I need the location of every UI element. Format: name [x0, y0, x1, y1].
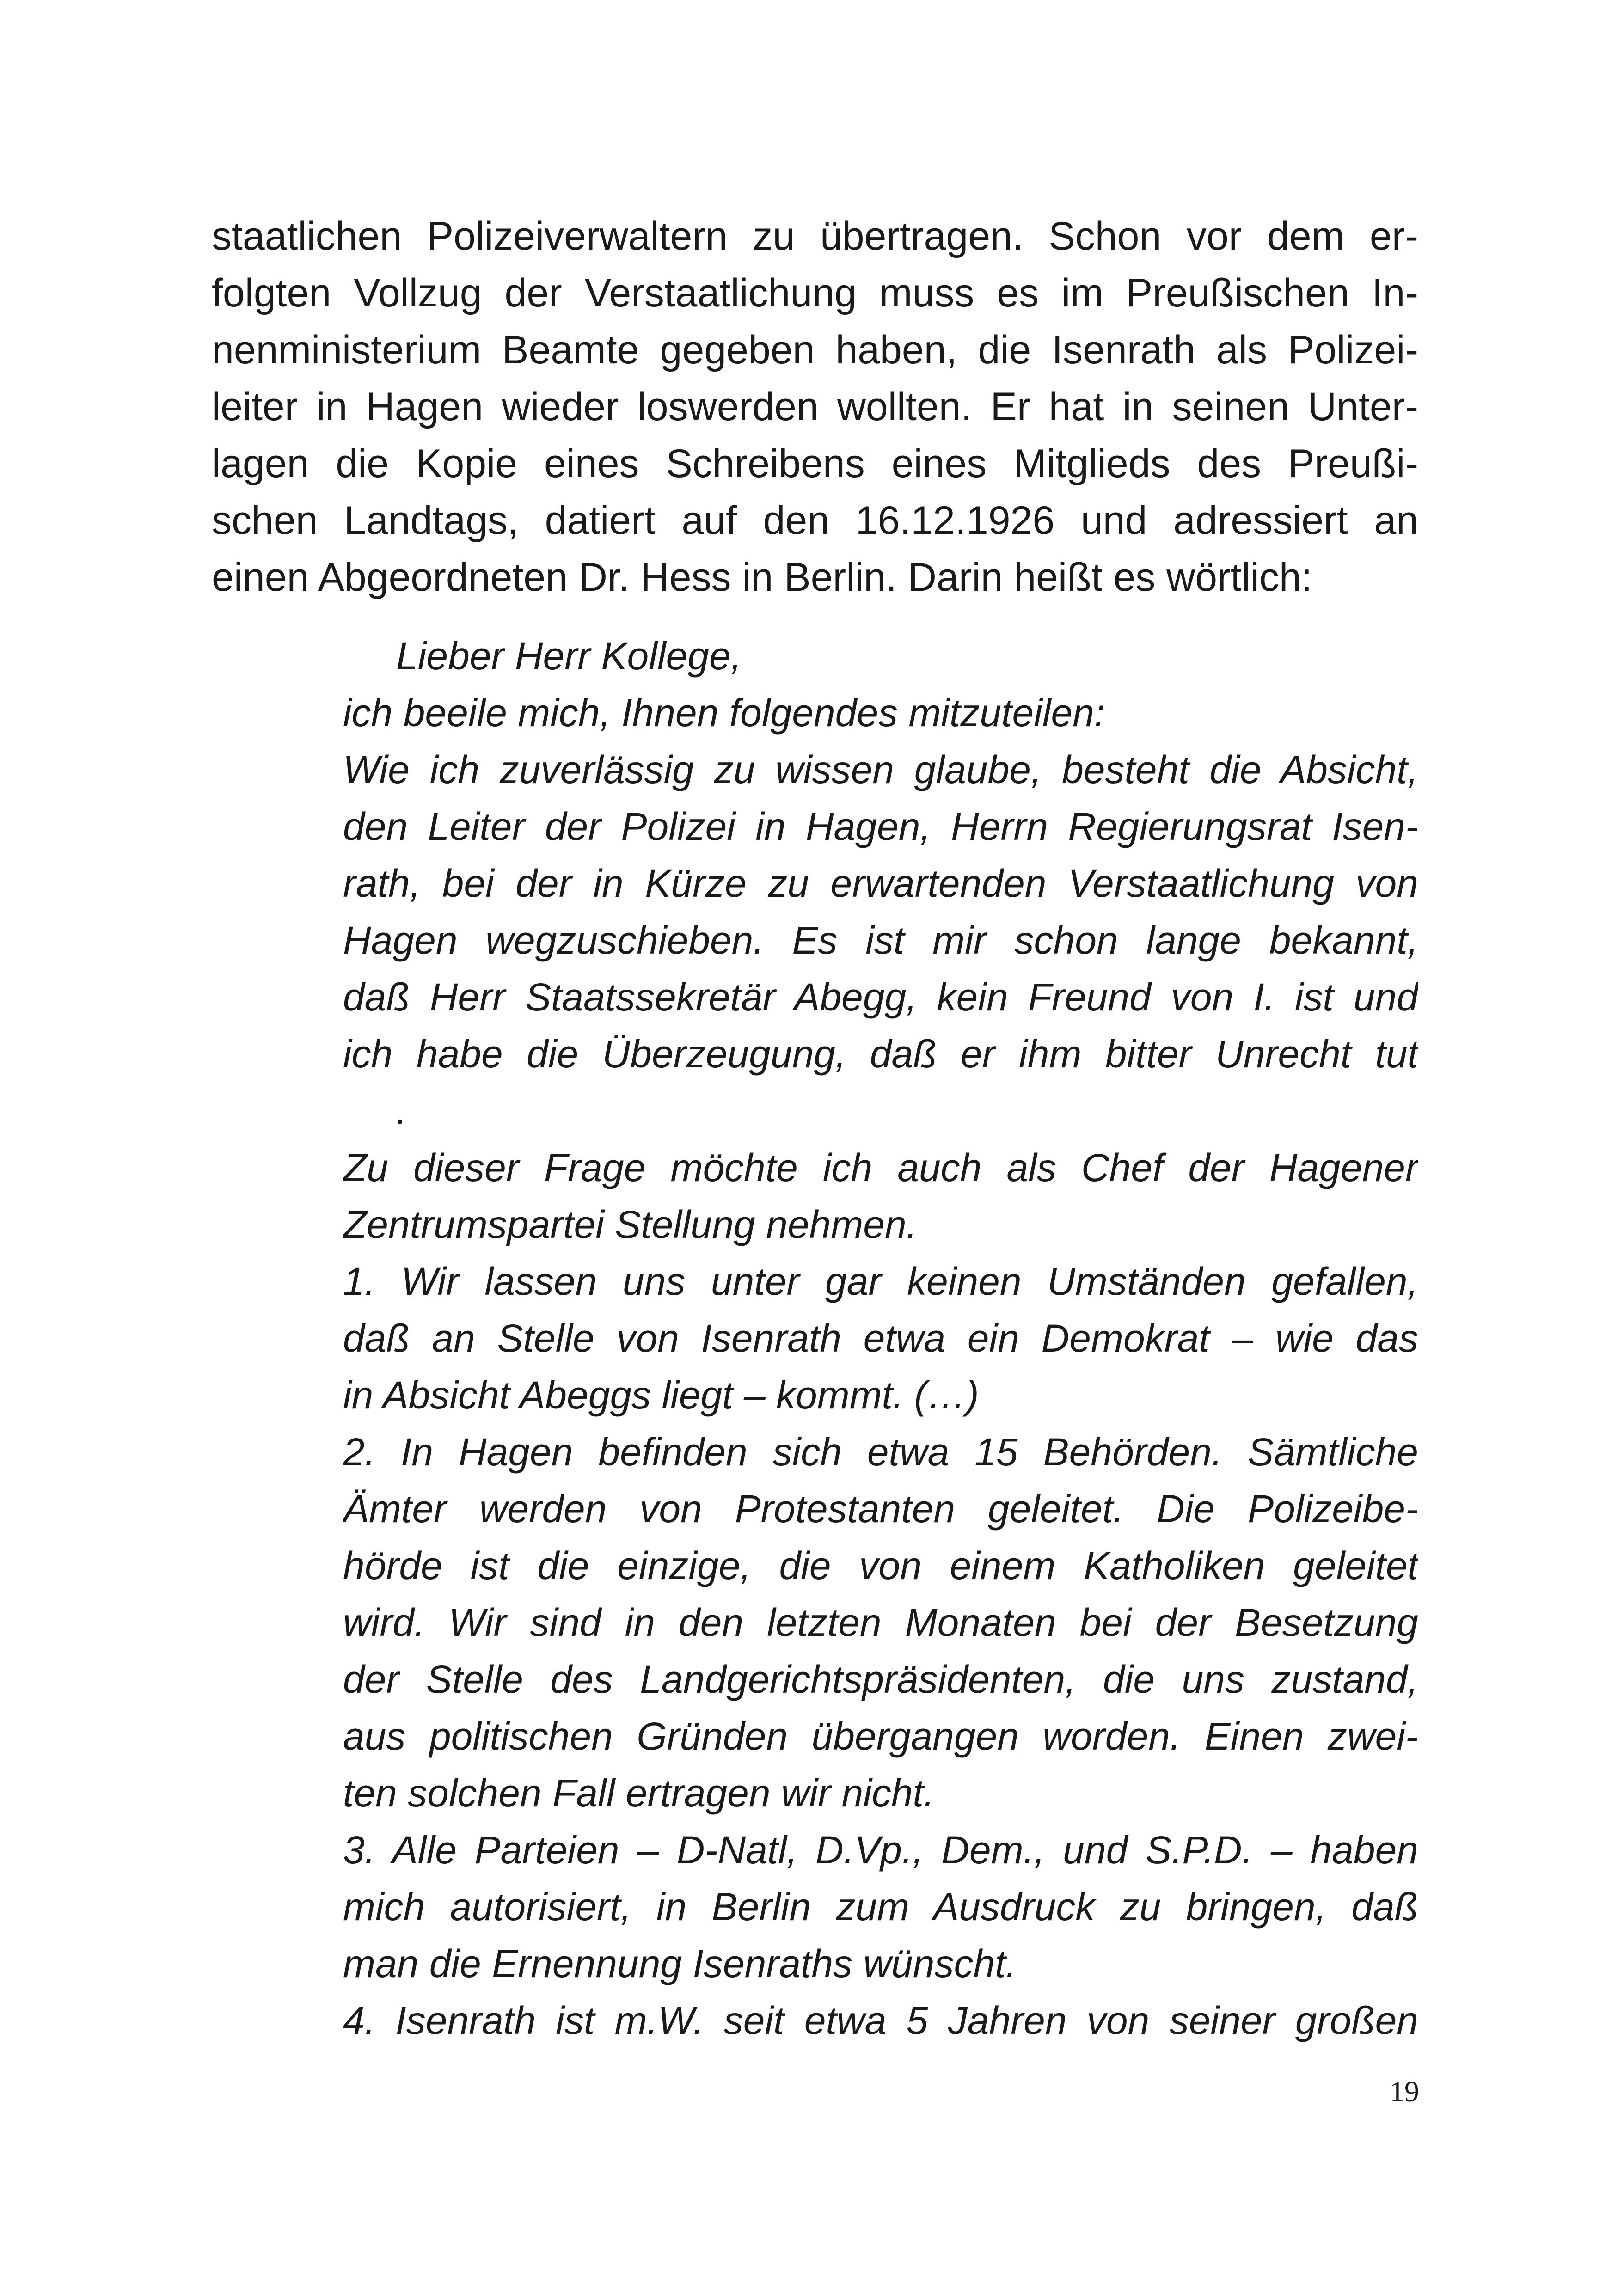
paragraph-line: einen Abgeordneten Dr. Hess in Berlin. Darin heißt es wörtlich:	[212, 555, 1312, 600]
body-paragraph	[212, 208, 1418, 606]
quote-line: wird. Wir sind in den letzten Monaten bei der Besetzung	[343, 1601, 1418, 1644]
quote-line: den Leiter der Polizei in Hagen, Herrn Regierungsrat Isen-	[343, 805, 1418, 848]
paragraph-line: staatlichen Polizeiverwaltern zu übertragen. Schon vor dem er-	[212, 214, 1418, 258]
quote-line: hörde ist die einzige, die von einem Katholiken geleitet	[343, 1544, 1418, 1587]
quote-line: mich autorisiert, in Berlin zum Ausdruck zu bringen, daß	[343, 1885, 1418, 1929]
quote-line: in Absicht Abeggs liegt – kommt. (…)	[343, 1373, 979, 1417]
quote-line: aus politischen Gründen übergangen worden. Einen zwei-	[343, 1714, 1418, 1758]
letter-quote	[343, 628, 1418, 2049]
quote-line: daß an Stelle von Isenrath etwa ein Demokrat – wie das	[343, 1316, 1418, 1360]
quote-line: Hagen wegzuschieben. Es ist mir schon lange bekannt,	[343, 918, 1418, 962]
paragraph-line: schen Landtags, datiert auf den 16.12.1926 und adressiert an	[212, 498, 1418, 543]
quote-line: Wie ich zuverlässig zu wissen glaube, besteht die Absicht,	[343, 748, 1418, 791]
paragraph-line: lagen die Kopie eines Schreibens eines Mitglieds des Preußi-	[212, 441, 1418, 486]
quote-salutation: Lieber Herr Kollege,	[396, 634, 742, 678]
page-number: 19	[1390, 2075, 1419, 2108]
quote-line: .	[396, 1089, 407, 1133]
quote-line: 1. Wir lassen uns unter gar keinen Umständen gefallen,	[343, 1260, 1418, 1303]
quote-line: Zu dieser Frage möchte ich auch als Chef der Hagener	[343, 1146, 1418, 1189]
quote-line: 3. Alle Parteien – D-Natl, D.Vp., Dem., und S.P.D. – haben	[343, 1828, 1418, 1872]
quote-line: 2. In Hagen befinden sich etwa 15 Behörden. Sämtliche	[343, 1430, 1418, 1474]
quote-line: 4. Isenrath ist m.W. seit etwa 5 Jahren von seiner großen	[343, 1999, 1418, 2042]
quote-line: man die Ernennung Isenraths wünscht.	[343, 1942, 1017, 1985]
quote-line: der Stelle des Landgerichtspräsidenten, die uns zustand,	[343, 1658, 1418, 1701]
paragraph-line: leiter in Hagen wieder loswerden wollten. Er hat in seinen Unter-	[212, 385, 1418, 429]
quote-line: Zentrumspartei Stellung nehmen.	[343, 1203, 917, 1246]
paragraph-line: folgten Vollzug der Verstaatlichung muss es im Preußischen In-	[212, 271, 1418, 315]
quote-line: ten solchen Fall ertragen wir nicht.	[343, 1771, 935, 1815]
quote-line: ich beeile mich, Ihnen folgendes mitzuteilen:	[343, 691, 1105, 735]
quote-line: ich habe die Überzeugung, daß er ihm bitter Unrecht tut	[343, 1032, 1418, 1076]
quote-line: rath, bei der in Kürze zu erwartenden Verstaatlichung von	[343, 862, 1418, 905]
quote-line: daß Herr Staatssekretär Abegg, kein Freund von I. ist und	[343, 975, 1418, 1019]
paragraph-line: nenministerium Beamte gegeben haben, die Isenrath als Polizei-	[212, 328, 1418, 372]
quote-line: Ämter werden von Protestanten geleitet. Die Polizeibe-	[343, 1487, 1418, 1531]
